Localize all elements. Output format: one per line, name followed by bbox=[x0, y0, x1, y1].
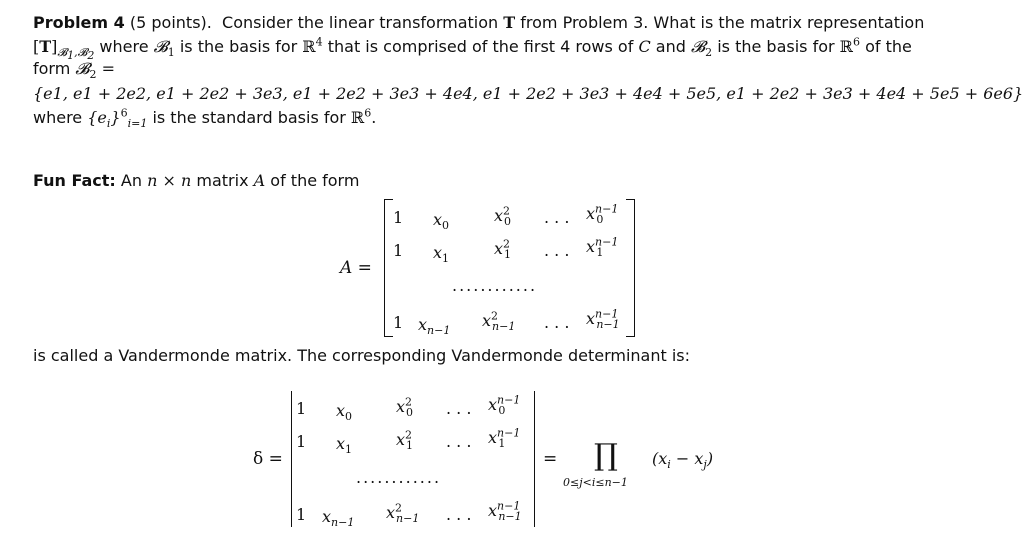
where-1: where bbox=[99, 37, 149, 56]
product-symbol: ∏ bbox=[594, 438, 618, 473]
problem-heading: Problem 4 bbox=[33, 13, 125, 32]
a-r2-c1: $x_{n-1}$ bbox=[418, 315, 451, 338]
funfact-line bbox=[33, 171, 359, 191]
matrix-C: C bbox=[638, 37, 651, 56]
basis-B1: 𝓑$_1$ bbox=[153, 37, 175, 60]
d-r2-c0: 1 bbox=[296, 505, 307, 524]
problem-line-3 bbox=[33, 59, 116, 82]
a-r1-c4: $x^{n-1}_1$ bbox=[586, 235, 619, 260]
R4: ℝ$^4$ bbox=[302, 35, 323, 56]
a-r2-c2: $x^2_{n-1}$ bbox=[482, 309, 516, 334]
a-r0-c2: $x^2_0$ bbox=[494, 204, 512, 229]
funfact-label: Fun Fact: bbox=[33, 171, 116, 190]
problem-sentence-1b: from Problem 3. What is the matrix representation bbox=[520, 13, 925, 32]
funfact-text-c: of the form bbox=[270, 171, 360, 190]
right-bracket bbox=[626, 199, 635, 337]
a-r0-c1: $x_0$ bbox=[433, 210, 450, 233]
d-r1-c0: 1 bbox=[296, 432, 307, 451]
R6: ℝ$^6$ bbox=[839, 35, 860, 56]
form-equals: = bbox=[101, 59, 116, 78]
where-2: where bbox=[33, 108, 83, 127]
funfact-text-b: matrix bbox=[196, 171, 249, 190]
d-r0-c3: . . . bbox=[446, 399, 472, 418]
std-set: $\{e_i\}^6_{i=1}$ bbox=[87, 106, 148, 131]
d-r2-c3: . . . bbox=[446, 505, 472, 524]
d-r1-c4: $x^{n-1}_1$ bbox=[488, 426, 521, 451]
d-dots-row: ............ bbox=[356, 468, 442, 487]
std-text: is the standard basis for bbox=[152, 108, 346, 127]
comprised-text: that is comprised of the first 4 rows of bbox=[327, 37, 634, 56]
form-label: form bbox=[33, 59, 71, 78]
left-bracket bbox=[384, 199, 393, 337]
d-r2-c1: $x_{n-1}$ bbox=[322, 507, 355, 530]
problem-sentence-1: Consider the linear transformation bbox=[222, 13, 499, 32]
funfact-nxn: n × n bbox=[147, 171, 192, 190]
basis-B2: 𝓑$_2$ bbox=[691, 37, 713, 60]
det-equals: = bbox=[543, 449, 558, 469]
a-r2-c0: 1 bbox=[393, 313, 404, 332]
funfact-A: A bbox=[253, 171, 266, 190]
product-term: $(x_i - x_j)$ bbox=[652, 449, 714, 472]
a-r2-c3: . . . bbox=[544, 313, 570, 332]
transform-T: T bbox=[503, 13, 516, 32]
product-subscript: 0≤j<i≤n−1 bbox=[563, 476, 628, 489]
matrix-A-lhs: A = bbox=[340, 258, 372, 278]
is-basis-R6: is the basis for bbox=[717, 37, 835, 56]
a-r1-c2: $x^2_1$ bbox=[494, 237, 512, 262]
is-basis-R4: is the basis for bbox=[179, 37, 298, 56]
funfact-text-a: An bbox=[120, 171, 142, 190]
problem-line-1 bbox=[33, 13, 924, 33]
d-r2-c4: $x^{n-1}_{n-1}$ bbox=[488, 499, 522, 524]
problem-points: (5 points). bbox=[129, 13, 212, 32]
d-r1-c1: $x_1$ bbox=[336, 434, 353, 457]
d-r0-c4: $x^{n-1}_0$ bbox=[488, 393, 521, 418]
a-r1-c3: . . . bbox=[544, 241, 570, 260]
and-text: and bbox=[655, 37, 686, 56]
of-the-text: of the bbox=[865, 37, 912, 56]
d-r0-c2: $x^2_0$ bbox=[396, 395, 414, 420]
a-r0-c3: . . . bbox=[544, 208, 570, 227]
d-r1-c2: $x^2_1$ bbox=[396, 428, 414, 453]
a-dots-row: ............ bbox=[452, 276, 538, 295]
delta-lhs: δ = bbox=[253, 449, 283, 469]
a-r1-c1: $x_1$ bbox=[433, 243, 450, 266]
det-left-bar bbox=[291, 391, 292, 527]
a-r2-c4: $x^{n-1}_{n-1}$ bbox=[586, 307, 620, 332]
d-r0-c1: $x_0$ bbox=[336, 401, 353, 424]
problem-line-5 bbox=[33, 106, 377, 131]
a-r1-c0: 1 bbox=[393, 241, 404, 260]
a-r0-c4: $x^{n-1}_0$ bbox=[586, 202, 619, 227]
matrix-rep: $[T]_{𝓑_1,𝓑_2}$ bbox=[33, 37, 95, 63]
d-r0-c0: 1 bbox=[296, 399, 307, 418]
R6-std: ℝ$^6$. bbox=[350, 106, 377, 127]
a-r0-c0: 1 bbox=[393, 208, 404, 227]
det-right-bar bbox=[534, 391, 535, 527]
basis-set: {e1, e1 + 2e2, e1 + 2e2 + 3e3, e1 + 2e2 + 3e3 + 4e4, e1 + 2e2 + 3e3 + 4e4 + 5e5, e1 + 2e2 + 3e3 + 4e4 + 5e5 + 6e6} bbox=[33, 84, 1024, 103]
problem-line-2 bbox=[33, 35, 912, 63]
basis-B2-form: 𝓑$_2$ bbox=[75, 59, 97, 82]
called-text: is called a Vandermonde matrix. The corresponding Vandermonde determinant is: bbox=[33, 346, 691, 365]
d-r1-c3: . . . bbox=[446, 432, 472, 451]
d-r2-c2: $x^2_{n-1}$ bbox=[386, 501, 420, 526]
